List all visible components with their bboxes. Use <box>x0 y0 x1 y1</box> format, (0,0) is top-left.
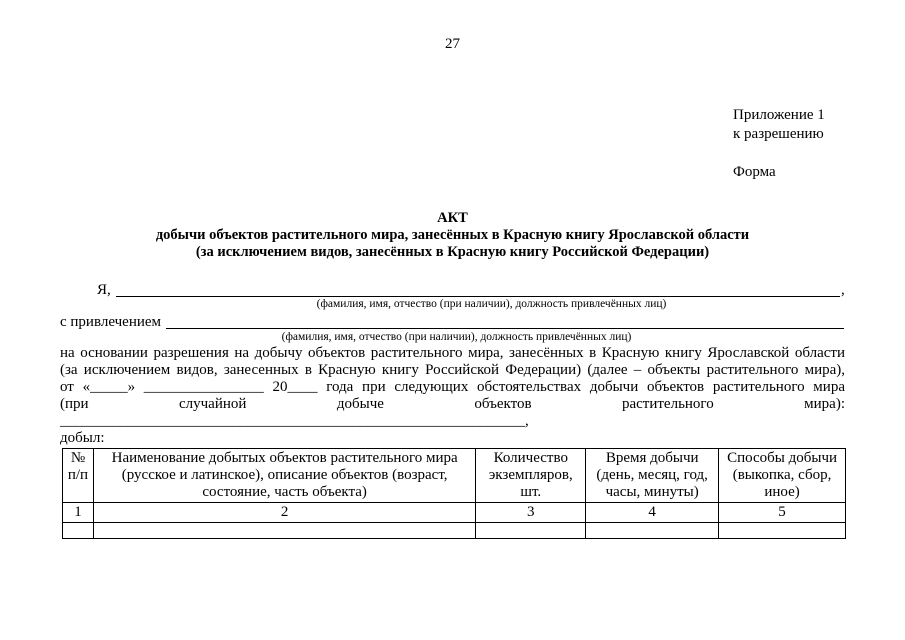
para-line-2: (за исключением видов, занесенных в Красную книгу Российской Федерации) (далее – объекты растительного мира), <box>60 362 845 378</box>
title-line-3: (за исключением видов, занесённых в Красную книгу Российской Федерации) <box>195 244 710 260</box>
reporter-name-field[interactable] <box>116 282 840 297</box>
table-cell[interactable] <box>93 523 475 539</box>
title-line-1: АКТ <box>437 210 468 226</box>
extraction-table <box>62 448 846 539</box>
involving-label: с привлечением <box>60 314 162 330</box>
header-method: Способы добычи (выкопка, сбор, иное) <box>719 449 846 503</box>
table-cell[interactable] <box>476 523 586 539</box>
column-number: 2 <box>93 503 475 523</box>
appendix-block <box>733 106 825 182</box>
header-object-name: Наименование добытых объектов растительного мира (русское и латинское), описание объектов (возраст, состояние, часть объекта) <box>93 449 475 503</box>
table-number-row <box>63 503 846 523</box>
form-label: Форма <box>733 164 776 180</box>
table-cell[interactable] <box>719 523 846 539</box>
table-cell[interactable] <box>586 523 719 539</box>
table-header-row <box>63 449 846 503</box>
table-row <box>63 523 846 539</box>
involved-persons-field[interactable] <box>166 314 844 329</box>
reporter-hint: (фамилия, имя, отчество (при наличии), должность привлечённых лиц) <box>316 298 667 310</box>
column-number: 5 <box>719 503 846 523</box>
title-line-2: добычи объектов растительного мира, занесённых в Красную книгу Ярославской области <box>155 227 750 243</box>
column-number: 1 <box>63 503 94 523</box>
page-number: 27 <box>445 36 460 52</box>
para-line-5: добыл: <box>60 430 105 446</box>
i-label: Я, <box>97 282 111 298</box>
document-title <box>0 210 905 261</box>
appendix-line-2: к разрешению <box>733 126 824 142</box>
para-line-3: от «_____» ________________ 20____ года при следующих обстоятельствах добычи объектов растительного мира <box>60 379 845 395</box>
para-line-4: (при случайной добыче объектов растительного мира): ______________________________________________________________, <box>60 396 845 429</box>
permit-paragraph <box>60 345 845 447</box>
header-quantity: Количество экземпляров, шт. <box>476 449 586 503</box>
column-number: 4 <box>586 503 719 523</box>
para-line-1: на основании разрешения на добычу объектов растительного мира, занесённых в Красную книгу Ярославской области <box>60 345 845 361</box>
table-cell[interactable] <box>63 523 94 539</box>
involving-hint: (фамилия, имя, отчество (при наличии), должность привлечённых лиц) <box>281 331 632 343</box>
appendix-line-1: Приложение 1 <box>733 107 825 123</box>
involving-row <box>60 314 845 332</box>
header-index: № п/п <box>63 449 94 503</box>
column-number: 3 <box>476 503 586 523</box>
header-time: Время добычи (день, месяц, год, часы, минуты) <box>586 449 719 503</box>
trailing-comma: , <box>841 282 845 298</box>
